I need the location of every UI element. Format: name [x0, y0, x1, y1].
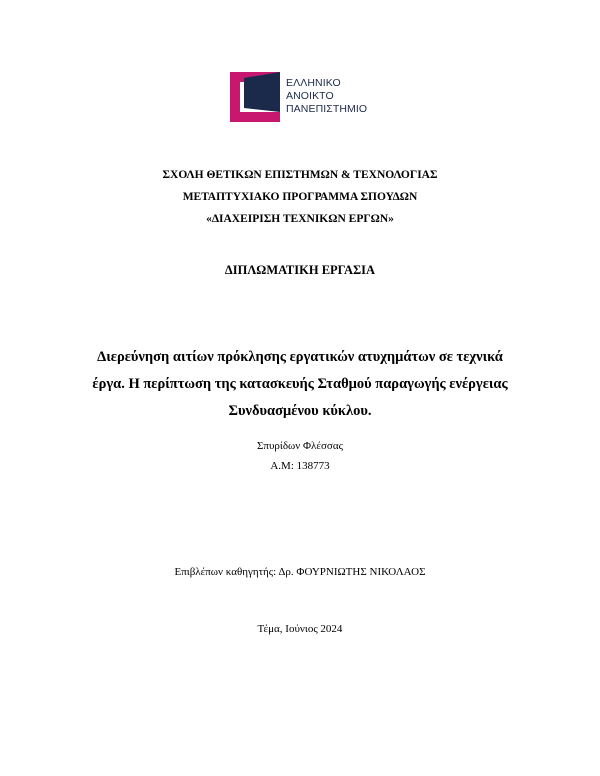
thesis-title-line-1: Διερεύνηση αιτίων πρόκλησης εργατικών ατυχημάτων σε τεχνικά [97, 349, 503, 365]
place-date: Τέμα, Ιούνιος 2024 [257, 623, 343, 635]
author-id: Α.Μ: 138773 [270, 460, 330, 472]
supervisor: Επιβλέπων καθηγητής: Δρ. ΦΟΥΡΝΙΩΤΗΣ ΝΙΚΟΛΑΟΣ [174, 566, 426, 578]
document-type: ΔΙΠΛΩΜΑΤΙΚΗ ΕΡΓΑΣΙΑ [224, 263, 376, 277]
logo-text [286, 77, 367, 116]
thesis-title-line-2: έργα. Η περίπτωση της κατασκευής Σταθμού παραγωγής ενέργειας [92, 376, 508, 392]
thesis-title-line-3: Συνδυασμένου κύκλου. [228, 403, 372, 419]
author-name: Σπυρίδων Φλέσσας [257, 440, 343, 452]
logo-line-3: ΠΑΝΕΠΙΣΤΗΜΙΟ [286, 103, 368, 115]
logo-mark-icon [228, 68, 284, 124]
program-type: ΜΕΤΑΠΤΥΧΙΑΚΟ ΠΡΟΓΡΑΜΜΑ ΣΠΟΥΔΩΝ [182, 191, 418, 203]
university-logo [228, 68, 388, 124]
school-name: ΣΧΟΛΗ ΘΕΤΙΚΩΝ ΕΠΙΣΤΗΜΩΝ & ΤΕΧΝΟΛΟΓΙΑΣ [162, 169, 438, 181]
logo-line-2: ΑΝΟΙΚΤΟ [286, 90, 334, 102]
logo-line-1: ΕΛΛΗΝΙΚΟ [286, 77, 341, 89]
program-name: «ΔΙΑΧΕΙΡΙΣΗ ΤΕΧΝΙΚΩΝ ΕΡΓΩΝ» [206, 213, 394, 225]
